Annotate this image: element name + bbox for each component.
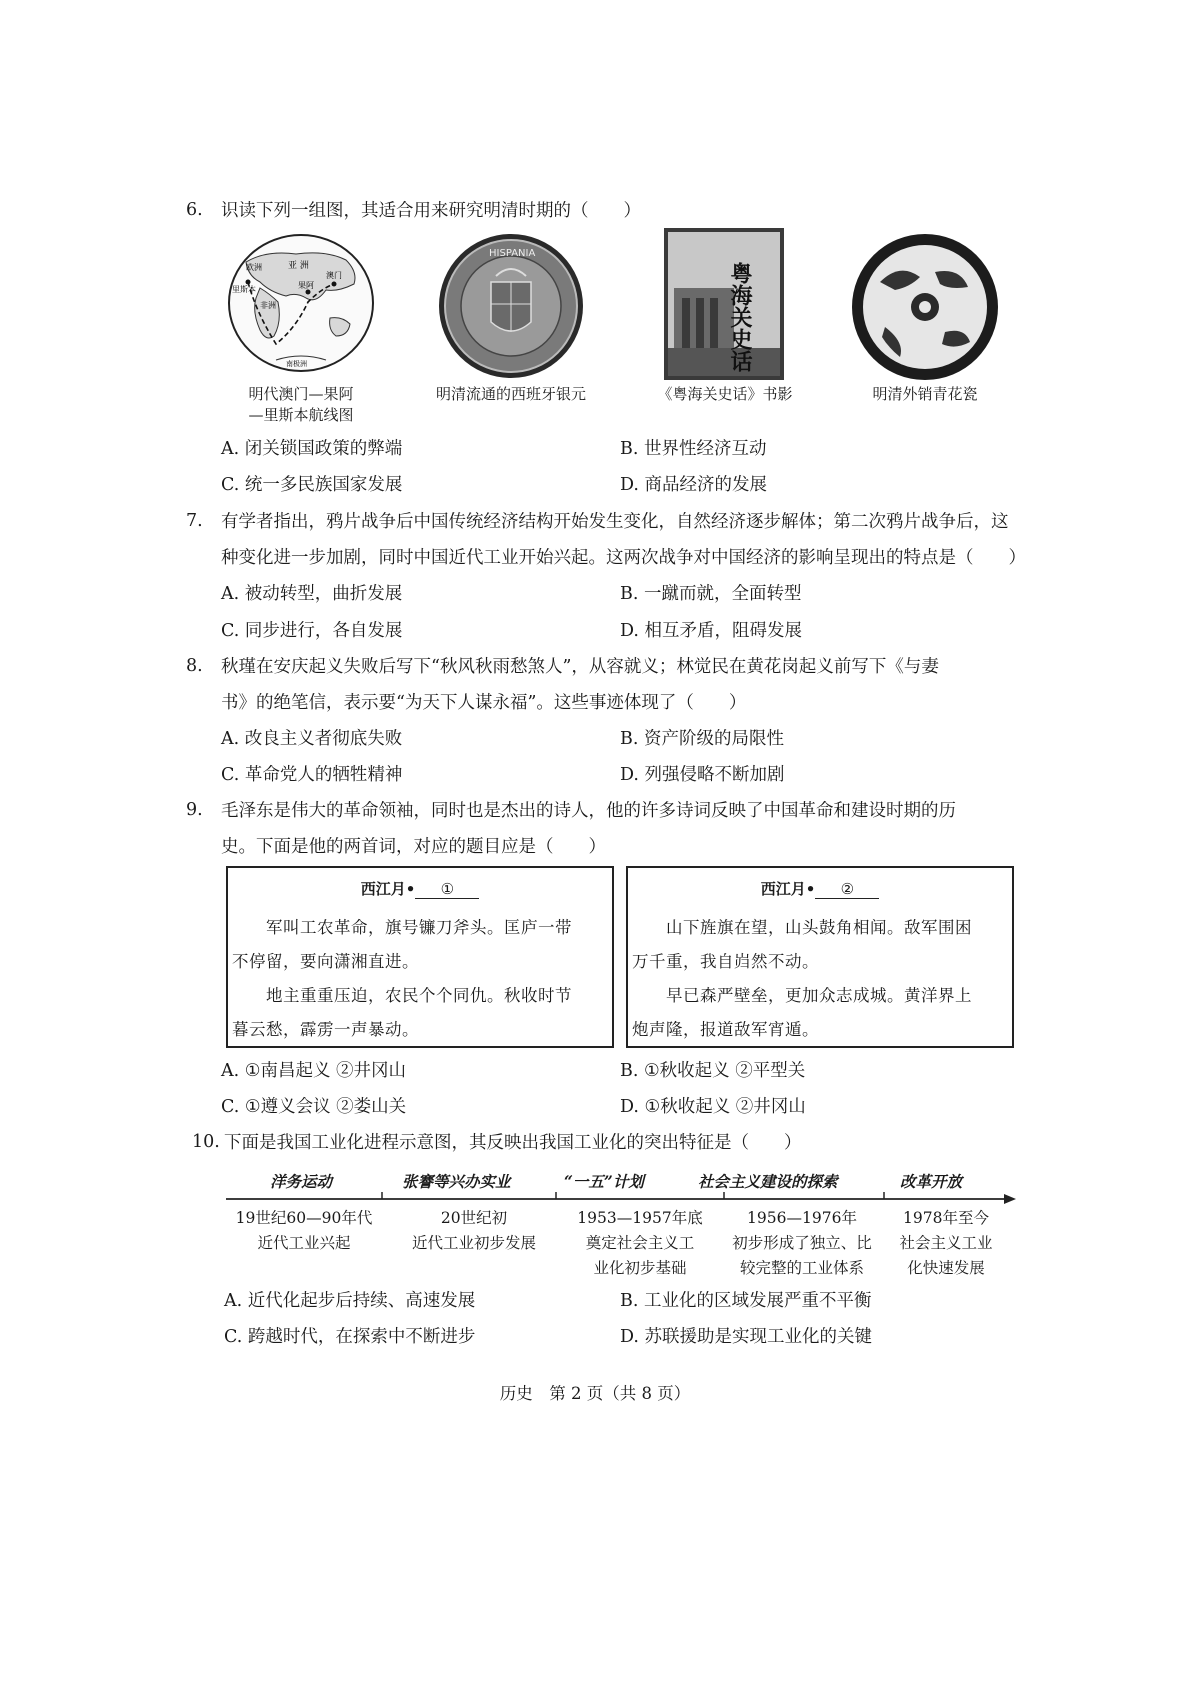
poem-1-title — [228, 878, 612, 899]
q8-option-b[interactable]: B. 资产阶级的局限性 — [620, 729, 784, 749]
q6-stem: 识读下列一组图，其适合用来研究明清时期的（ ） — [221, 201, 641, 221]
timeline-1-date: 19世纪60—90年代 — [235, 1209, 373, 1227]
timeline-period-2 — [392, 1206, 556, 1256]
q7-option-b[interactable]: B. 一蹴而就，全面转型 — [620, 584, 802, 604]
q6-fig1-caption-line1: 明代澳门—果阿 — [248, 385, 354, 403]
q7-option-d[interactable]: D. 相互矛盾，阻碍发展 — [620, 621, 803, 641]
timeline-5-date: 1978年至今 — [903, 1209, 989, 1227]
timeline-3-date: 1953—1957年底 — [577, 1209, 703, 1227]
map-label-goa: 果阿 — [298, 281, 314, 290]
q7-stem-line1: 有学者指出，鸦片战争后中国传统经济结构开始发生变化，自然经济逐步解体；第二次鸦片战争后，这 — [221, 512, 1009, 532]
poem-2-line1: 山下旌旗在望，山头鼓角相闻。敌军围困 — [632, 918, 972, 937]
map-label-macao: 澳门 — [326, 271, 342, 280]
timeline-3-desc1: 奠定社会主义工 — [585, 1234, 695, 1252]
q6-option-d[interactable]: D. 商品经济的发展 — [620, 475, 768, 495]
q8-option-d[interactable]: D. 列强侵略不断加剧 — [620, 765, 785, 785]
q6-fig3-caption: 《粤海关史话》书影 — [657, 385, 793, 403]
q10-number: 10. — [192, 1132, 220, 1152]
q6-fig4-caption: 明清外销青花瓷 — [872, 385, 978, 403]
poem-2-line2: 万千重，我自岿然不动。 — [632, 952, 819, 971]
q10-option-a[interactable]: A. 近代化起步后持续、高速发展 — [224, 1291, 476, 1311]
q10-stem: 下面是我国工业化进程示意图，其反映出我国工业化的突出特征是（ ） — [224, 1133, 802, 1153]
navigation-route-map — [226, 232, 376, 374]
timeline-label-4: 社会主义建设的探索 — [698, 1172, 838, 1191]
book-cover-title: 粤海关史话 — [727, 262, 753, 372]
q9-option-d[interactable]: D. ①秋收起义 ②井冈山 — [620, 1097, 806, 1117]
timeline-period-1 — [226, 1206, 382, 1256]
map-label-africa: 非洲 — [260, 301, 276, 310]
poem-1-blank: ① — [415, 880, 479, 899]
poem-1-line2: 不停留，要向潇湘直进。 — [232, 952, 419, 971]
poem-1-title-text: 西江月• — [360, 880, 416, 898]
q10-option-d[interactable]: D. 苏联援助是实现工业化的关键 — [620, 1327, 873, 1347]
timeline-1-desc: 近代工业兴起 — [257, 1234, 351, 1252]
poem-2-blank: ② — [815, 880, 879, 899]
timeline-5-desc1: 社会主义工业 — [899, 1234, 993, 1252]
map-label-lisbon: 里斯本 — [232, 285, 256, 294]
poem-2-line4: 炮声隆，报道敌军宵遁。 — [632, 1020, 819, 1039]
blue-white-porcelain-plate-image — [850, 232, 1000, 382]
q6-option-c[interactable]: C. 统一多民族国家发展 — [221, 475, 403, 495]
timeline-4-date: 1956—1976年 — [747, 1209, 857, 1227]
q10-option-b[interactable]: B. 工业化的区域发展严重不平衡 — [620, 1291, 872, 1311]
coin-inscription: HISPANIA — [489, 248, 536, 259]
timeline-axis — [226, 1192, 1016, 1206]
timeline-4-desc1: 初步形成了独立、比 — [732, 1234, 872, 1252]
poem-2-title — [628, 878, 1012, 899]
timeline-4-desc2: 较完整的工业体系 — [739, 1259, 864, 1277]
q9-stem-line2: 史。下面是他的两首词，对应的题目应是（ ） — [221, 837, 606, 857]
q6-option-b[interactable]: B. 世界性经济互动 — [620, 439, 767, 459]
map-label-asia: 亚 洲 — [288, 261, 309, 271]
timeline-period-4 — [714, 1206, 890, 1281]
timeline-period-3 — [556, 1206, 724, 1281]
page-footer: 历史 第 2 页（共 8 页） — [499, 1384, 691, 1403]
timeline-period-5 — [884, 1206, 1008, 1281]
poem-1-line1: 军叫工农革命，旗号镰刀斧头。匡庐一带 — [232, 918, 572, 937]
q9-option-c[interactable]: C. ①遵义会议 ②娄山关 — [221, 1097, 407, 1117]
q6-fig1-caption-line2: —里斯本航线图 — [248, 406, 354, 424]
q7-number: 7. — [186, 511, 203, 531]
poem-2-line3: 早已森严壁垒，更加众志成城。黄洋界上 — [632, 986, 972, 1005]
q9-option-a[interactable]: A. ①南昌起义 ②井冈山 — [221, 1061, 407, 1081]
q6-fig2-caption: 明清流通的西班牙银元 — [435, 385, 586, 403]
poem-1-line3: 地主重重压迫，农民个个同仇。秋收时节 — [232, 986, 572, 1005]
poem-box-1 — [226, 866, 614, 1048]
timeline-3-desc2: 业化初步基础 — [593, 1259, 687, 1277]
q8-option-a[interactable]: A. 改良主义者彻底失败 — [221, 729, 403, 749]
poem-2-title-text: 西江月• — [760, 880, 816, 898]
q6-option-a[interactable]: A. 闭关锁国政策的弊端 — [221, 439, 403, 459]
poem-1-line4: 暮云愁，霹雳一声暴动。 — [232, 1020, 419, 1039]
q7-option-a[interactable]: A. 被动转型，曲折发展 — [221, 584, 403, 604]
timeline-2-date: 20世纪初 — [440, 1209, 508, 1227]
q8-stem-line2: 书》的绝笔信，表示要“为天下人谋永福”。这些事迹体现了（ ） — [221, 693, 747, 713]
timeline-label-2: 张謇等兴办实业 — [402, 1172, 511, 1191]
timeline-label-3: “一五”计划 — [564, 1172, 644, 1191]
q8-number: 8. — [186, 656, 203, 676]
q7-stem-line2: 种变化进一步加剧，同时中国近代工业开始兴起。这两次战争对中国经济的影响呈现出的特点是（ ） — [221, 548, 1026, 568]
q9-stem-line1: 毛泽东是伟大的革命领袖，同时也是杰出的诗人，他的许多诗词反映了中国革命和建设时期的历 — [221, 801, 956, 821]
timeline-5-desc2: 化快速发展 — [907, 1259, 985, 1277]
q6-number: 6. — [186, 200, 203, 220]
map-label-antarctica: 南极洲 — [286, 360, 307, 368]
q7-option-c[interactable]: C. 同步进行，各自发展 — [221, 621, 403, 641]
q9-option-b[interactable]: B. ①秋收起义 ②平型关 — [620, 1061, 806, 1081]
q8-stem-line1: 秋瑾在安庆起义失败后写下“秋风秋雨愁煞人”，从容就义；林觉民在黄花岗起义前写下《与妻 — [221, 657, 939, 677]
book-cover-image — [664, 228, 784, 380]
poem-box-2 — [626, 866, 1014, 1048]
timeline-2-desc: 近代工业初步发展 — [411, 1234, 536, 1252]
map-label-europe: 欧洲 — [246, 263, 262, 272]
q6-fig1-caption — [226, 384, 376, 426]
q8-option-c[interactable]: C. 革命党人的牺牲精神 — [221, 765, 403, 785]
timeline-label-5: 改革开放 — [900, 1172, 963, 1191]
spanish-silver-coin-image — [436, 232, 586, 380]
q9-number: 9. — [186, 800, 203, 820]
timeline-label-1: 洋务运动 — [270, 1172, 333, 1191]
q10-option-c[interactable]: C. 跨越时代，在探索中不断进步 — [224, 1327, 476, 1347]
